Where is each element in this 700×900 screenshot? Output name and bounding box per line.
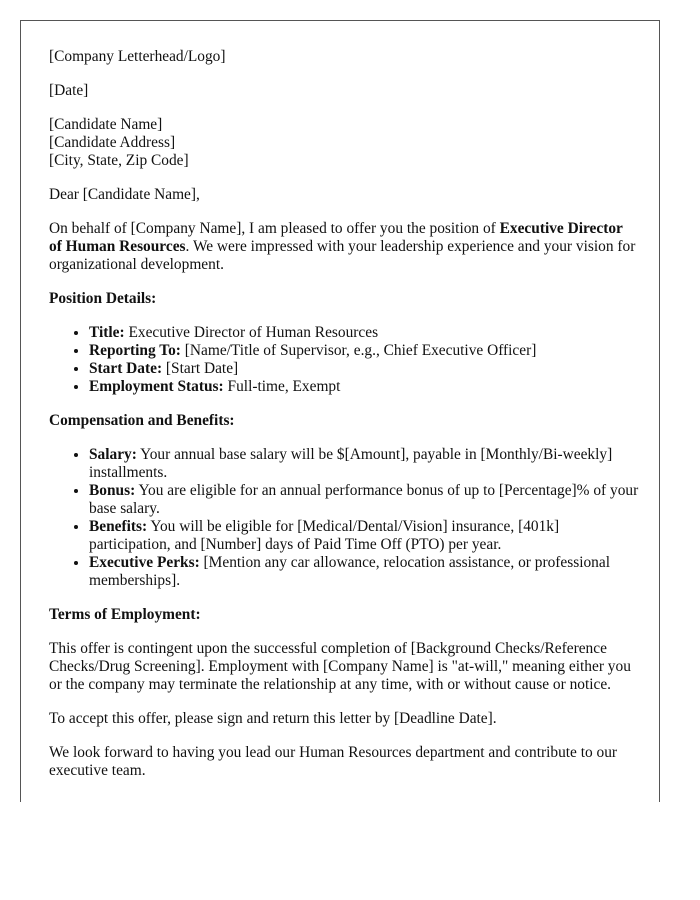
letterhead: [Company Letterhead/Logo] (49, 48, 226, 65)
offer-letter (20, 20, 660, 802)
list-item (89, 518, 639, 554)
item-label: Benefits: (89, 518, 148, 535)
item-label: Executive Perks: (89, 554, 200, 571)
terms-paragraph: This offer is contingent upon the successful completion of [Background Checks/Reference Checks/Drug Screening]. Employment with [Company Name] is "at-will," meaning either you or the company may terminate the relationship at any time, with or without cause or notice. (49, 640, 631, 693)
acceptance-paragraph: To accept this offer, please sign and return this letter by [Deadline Date]. (49, 710, 497, 727)
terms-heading: Terms of Employment: (49, 606, 201, 623)
compensation-list (49, 446, 639, 590)
item-label: Bonus: (89, 482, 136, 499)
intro-text-before: On behalf of [Company Name], I am pleased to offer you the position of (49, 220, 500, 237)
item-value: Full-time, Exempt (223, 378, 341, 395)
item-value: [Start Date] (162, 360, 239, 377)
recipient-name: [Candidate Name] (49, 116, 163, 133)
recipient-city-state-zip: [City, State, Zip Code] (49, 152, 189, 169)
salutation: Dear [Candidate Name], (49, 186, 200, 203)
list-item (89, 324, 639, 342)
item-label: Start Date: (89, 360, 163, 377)
recipient-address-block (49, 116, 639, 170)
position-details-heading: Position Details: (49, 290, 157, 307)
list-item (89, 446, 639, 482)
offered-position: Executive Director of Human Resources (49, 220, 623, 255)
item-label: Salary: (89, 446, 137, 463)
list-item (89, 554, 639, 590)
item-value: You will be eligible for [Medical/Dental/Vision] insurance, [401k] participation, and [Number] days of Paid Time Off (PTO) per year. (89, 518, 560, 553)
item-value: Your annual base salary will be $[Amount], payable in [Monthly/Bi-weekly] installments. (89, 446, 613, 481)
item-label: Employment Status: (89, 378, 224, 395)
position-details-list (49, 324, 639, 396)
list-item (89, 378, 639, 396)
list-item (89, 342, 639, 360)
item-value: Executive Director of Human Resources (124, 324, 379, 341)
item-value: [Mention any car allowance, relocation assistance, or professional memberships]. (89, 554, 610, 589)
list-item (89, 360, 639, 378)
recipient-address: [Candidate Address] (49, 134, 176, 151)
list-item (89, 482, 639, 518)
intro-paragraph (49, 220, 639, 274)
letter-date: [Date] (49, 82, 89, 99)
item-value: You are eligible for an annual performance bonus of up to [Percentage]% of your base salary. (89, 482, 639, 517)
item-value: [Name/Title of Supervisor, e.g., Chief Executive Officer] (180, 342, 537, 359)
item-label: Reporting To: (89, 342, 181, 359)
intro-text-after: . We were impressed with your leadership experience and your vision for organizational development. (49, 238, 636, 273)
item-label: Title: (89, 324, 125, 341)
closing-paragraph: We look forward to having you lead our Human Resources department and contribute to our executive team. (49, 744, 618, 779)
compensation-heading: Compensation and Benefits: (49, 412, 235, 429)
